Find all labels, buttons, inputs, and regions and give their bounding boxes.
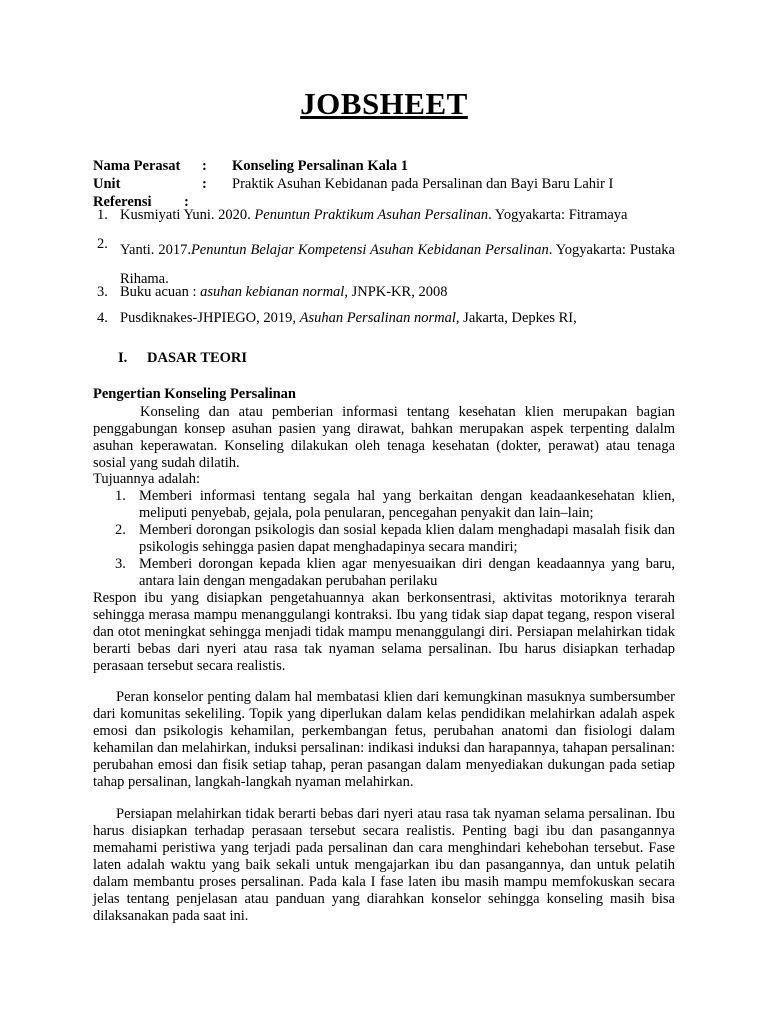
page-title: JOBSHEET	[300, 86, 468, 121]
list-item	[93, 488, 675, 522]
paragraph-konseling: Konseling dan atau pemberian informasi tentang kesehatan klien merupakan bagian penggabungan konsep asuhan pasien yang dirawat, bahkan merupakan aspek terpenting dalalm asuhan keperawatan. Konseling dilakukan oleh tenaga kesehatan (dokter, perawat) atau tenaga sosial yang sudah dilatih.	[93, 404, 675, 471]
nama-perasat-value: Konseling Persalinan Kala 1	[232, 158, 409, 174]
meta-row-unit	[93, 175, 675, 193]
section-label: DASAR TEORI	[147, 350, 248, 366]
reference-text: Kusmiyati Yuni. 2020. Penuntun Praktikum Asuhan Persalinan. Yogyakarta: Fitramaya	[120, 207, 628, 223]
paragraph-respon: Respon ibu yang disiapkan pengetahuannya akan berkonsentrasi, aktivitas motoriknya terarah sehingga merasa mampu menanggulangi kontraksi. Ibu yang tidak siap dapat tegang, respon viseral dan otot meningkat sehingga menjadi tidak mampu menanggulangi diri. Persiapan melahirkan tidak berarti bebas dari nyeri atau rasa tak nyaman selama persalinan. Ibu harus disiapkan terhadap perasaan tersebut secara realistis.	[93, 590, 675, 674]
reference-list	[93, 207, 675, 327]
tujuan-list	[93, 488, 675, 590]
list-item	[93, 522, 675, 556]
list-number: 3.	[115, 556, 126, 572]
list-item	[93, 556, 675, 590]
unit-value: Praktik Asuhan Kebidanan pada Persalinan dan Bayi Baru Lahir I	[232, 176, 614, 192]
reference-text: Pusdiknakes-JHPIEGO, 2019, Asuhan Persalinan normal, Jakarta, Depkes RI,	[120, 310, 577, 326]
reference-text: Yanti. 2017.Penuntun Belajar Kompetensi Asuhan Kebidanan Persalinan. Yogyakarta: Pustaka Rihama.	[120, 242, 675, 287]
meta-block	[93, 157, 675, 211]
nama-perasat-label: Nama Perasat	[93, 158, 181, 174]
unit-label: Unit	[93, 176, 121, 192]
colon: :	[184, 194, 189, 210]
reference-number: 1.	[97, 207, 108, 223]
list-number: 1.	[115, 488, 126, 504]
reference-number: 2.	[97, 236, 108, 252]
reference-number: 4.	[97, 310, 108, 326]
colon: :	[202, 176, 207, 192]
reference-number: 3.	[97, 284, 108, 300]
reference-text: Buku acuan : asuhan kebianan normal, JNPK-KR, 2008	[120, 284, 448, 300]
meta-row-nama-perasat	[93, 157, 675, 175]
list-number: 2.	[115, 522, 126, 538]
list-item-text: Memberi dorongan psikologis dan sosial kepada klien dalam menghadapi masalah fisik dan psikologis sehingga pasien dapat menghadapinya secara mandiri;	[139, 522, 675, 555]
colon: :	[202, 158, 207, 174]
section-number: I.	[118, 350, 128, 366]
list-item-text: Memberi dorongan kepada klien agar menyesuaikan diri dengan keadaannya yang baru, antara lain dengan mengadakan perubahan perilaku	[139, 556, 675, 589]
subheading: Pengertian Konseling Persalinan	[93, 386, 296, 402]
referensi-label: Referensi	[93, 194, 152, 210]
paragraph-persiapan: Persiapan melahirkan tidak berarti bebas dari nyeri atau rasa tak nyaman selama persalinan. Ibu harus disiapkan terhadap perasaan tersebut secara realistis. Penting bagi ibu dan pasangannya memahami peristiwa yang terjadi pada persalinan dan cara menghindari kehebohan tersebut. Fase laten adalah waktu yang baik sekali untuk mengajarkan ibu dan pasangannya, dan untuk pelatih dalam membantu proses persalinan. Pada kala I fase laten ibu masih mampu memfokuskan secara jelas tentang penjelasan atau panduan yang diarahkan konselor sehingga konseling masih bisa dilaksanakan pada saat ini.	[93, 806, 675, 924]
paragraph-peran-konselor: Peran konselor penting dalam hal membatasi klien dari kemungkinan masuknya sumbersumber dari komunitas sekeliling. Topik yang diperlukan dalam kelas pendidikan melahirkan adalah aspek emosi dan psikologis kehamilan, perkembangan fetus, perubahan anatomi dan fisiologi dalam kehamilan dan melahirkan, induksi persalinan: indikasi induksi dan harapannya, tahapan persalinan: perubahan emosi dan fisik setiap tahap, peran pasangan dalam menyediakan dukungan pada setiap tahap persalinan, langkah-langkah nyaman melahirkan.	[93, 689, 675, 790]
tujuan-label: Tujuannya adalah:	[93, 471, 200, 487]
list-item-text: Memberi informasi tentang segala hal yang berkaitan dengan keadaankesehatan klien, meliputi penyebab, gejala, pola penularan, pencegahan penyakit dan lain–lain;	[139, 488, 675, 521]
